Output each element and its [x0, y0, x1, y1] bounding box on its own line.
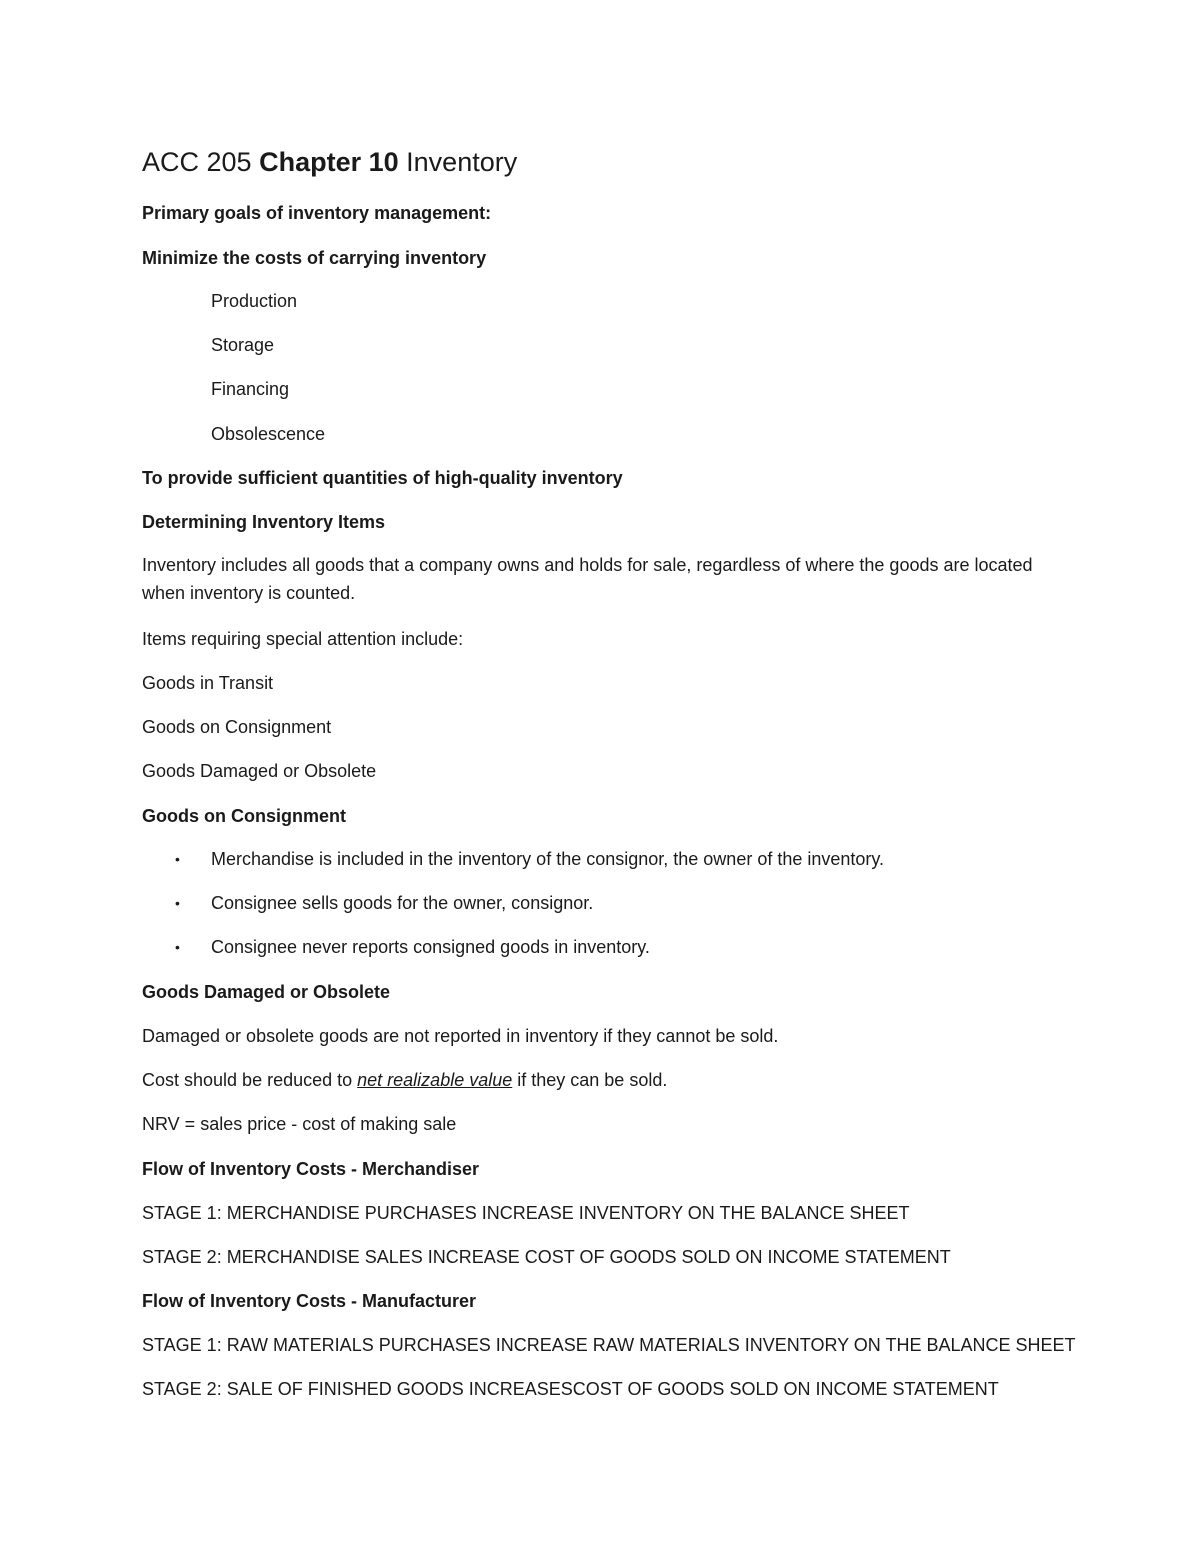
merchandiser-stage-1: STAGE 1: MERCHANDISE PURCHASES INCREASE INVENTORY ON THE BALANCE SHEET [142, 1203, 910, 1223]
goals-heading: Primary goals of inventory management: [142, 203, 492, 223]
consignment-bullet-3: Consignee never reports consigned goods in inventory. [211, 937, 650, 957]
title-chapter: Chapter 10 [259, 147, 399, 177]
manufacturer-heading: Flow of Inventory Costs - Manufacturer [142, 1291, 477, 1311]
consignment-bullet-2: Consignee sells goods for the owner, consignor. [211, 893, 594, 913]
bullet-dot: • [175, 895, 180, 911]
title-topic: Inventory [406, 147, 518, 177]
determining-paragraph: Inventory includes all goods that a company owns and holds for sale, regardless of where the goods are located when inventory is counted. [142, 555, 1033, 603]
bullet-dot: • [175, 851, 180, 867]
nrv-formula: NRV = sales price - cost of making sale [142, 1114, 457, 1134]
consignment-bullet-1: Merchandise is included in the inventory of the consignor, the owner of the inventory. [211, 849, 885, 869]
special-item-transit: Goods in Transit [142, 673, 274, 693]
goal-sufficient-quantities: To provide sufficient quantities of high-quality inventory [142, 468, 623, 488]
cost-item-storage: Storage [211, 335, 275, 355]
nrv-sentence-end: if they can be sold. [512, 1070, 668, 1090]
nrv-term: net realizable value [357, 1070, 513, 1090]
special-item-consignment: Goods on Consignment [142, 717, 332, 737]
damaged-line-2 [142, 1069, 667, 1091]
bullet-dot: • [175, 939, 180, 955]
page-title [142, 146, 517, 178]
manufacturer-stage-2: STAGE 2: SALE OF FINISHED GOODS INCREASESCOST OF GOODS SOLD ON INCOME STATEMENT [142, 1379, 999, 1399]
cost-item-financing: Financing [211, 379, 290, 399]
goal-minimize-costs: Minimize the costs of carrying inventory [142, 248, 487, 268]
manufacturer-stage-1: STAGE 1: RAW MATERIALS PURCHASES INCREASE RAW MATERIALS INVENTORY ON THE BALANCE SHEET [142, 1335, 1076, 1355]
nrv-sentence-start: Cost should be reduced to [142, 1070, 358, 1090]
damaged-heading: Goods Damaged or Obsolete [142, 982, 391, 1002]
consignment-heading: Goods on Consignment [142, 806, 346, 826]
determining-heading: Determining Inventory Items [142, 512, 386, 532]
cost-item-obsolescence: Obsolescence [211, 424, 326, 444]
damaged-line-1: Damaged or obsolete goods are not reported in inventory if they cannot be sold. [142, 1026, 779, 1046]
merchandiser-stage-2: STAGE 2: MERCHANDISE SALES INCREASE COST OF GOODS SOLD ON INCOME STATEMENT [142, 1247, 951, 1267]
special-item-damaged: Goods Damaged or Obsolete [142, 761, 377, 781]
merchandiser-heading: Flow of Inventory Costs - Merchandiser [142, 1159, 480, 1179]
cost-item-production: Production [211, 291, 298, 311]
title-course: ACC 205 [142, 147, 252, 177]
special-attention-intro: Items requiring special attention include: [142, 629, 464, 649]
